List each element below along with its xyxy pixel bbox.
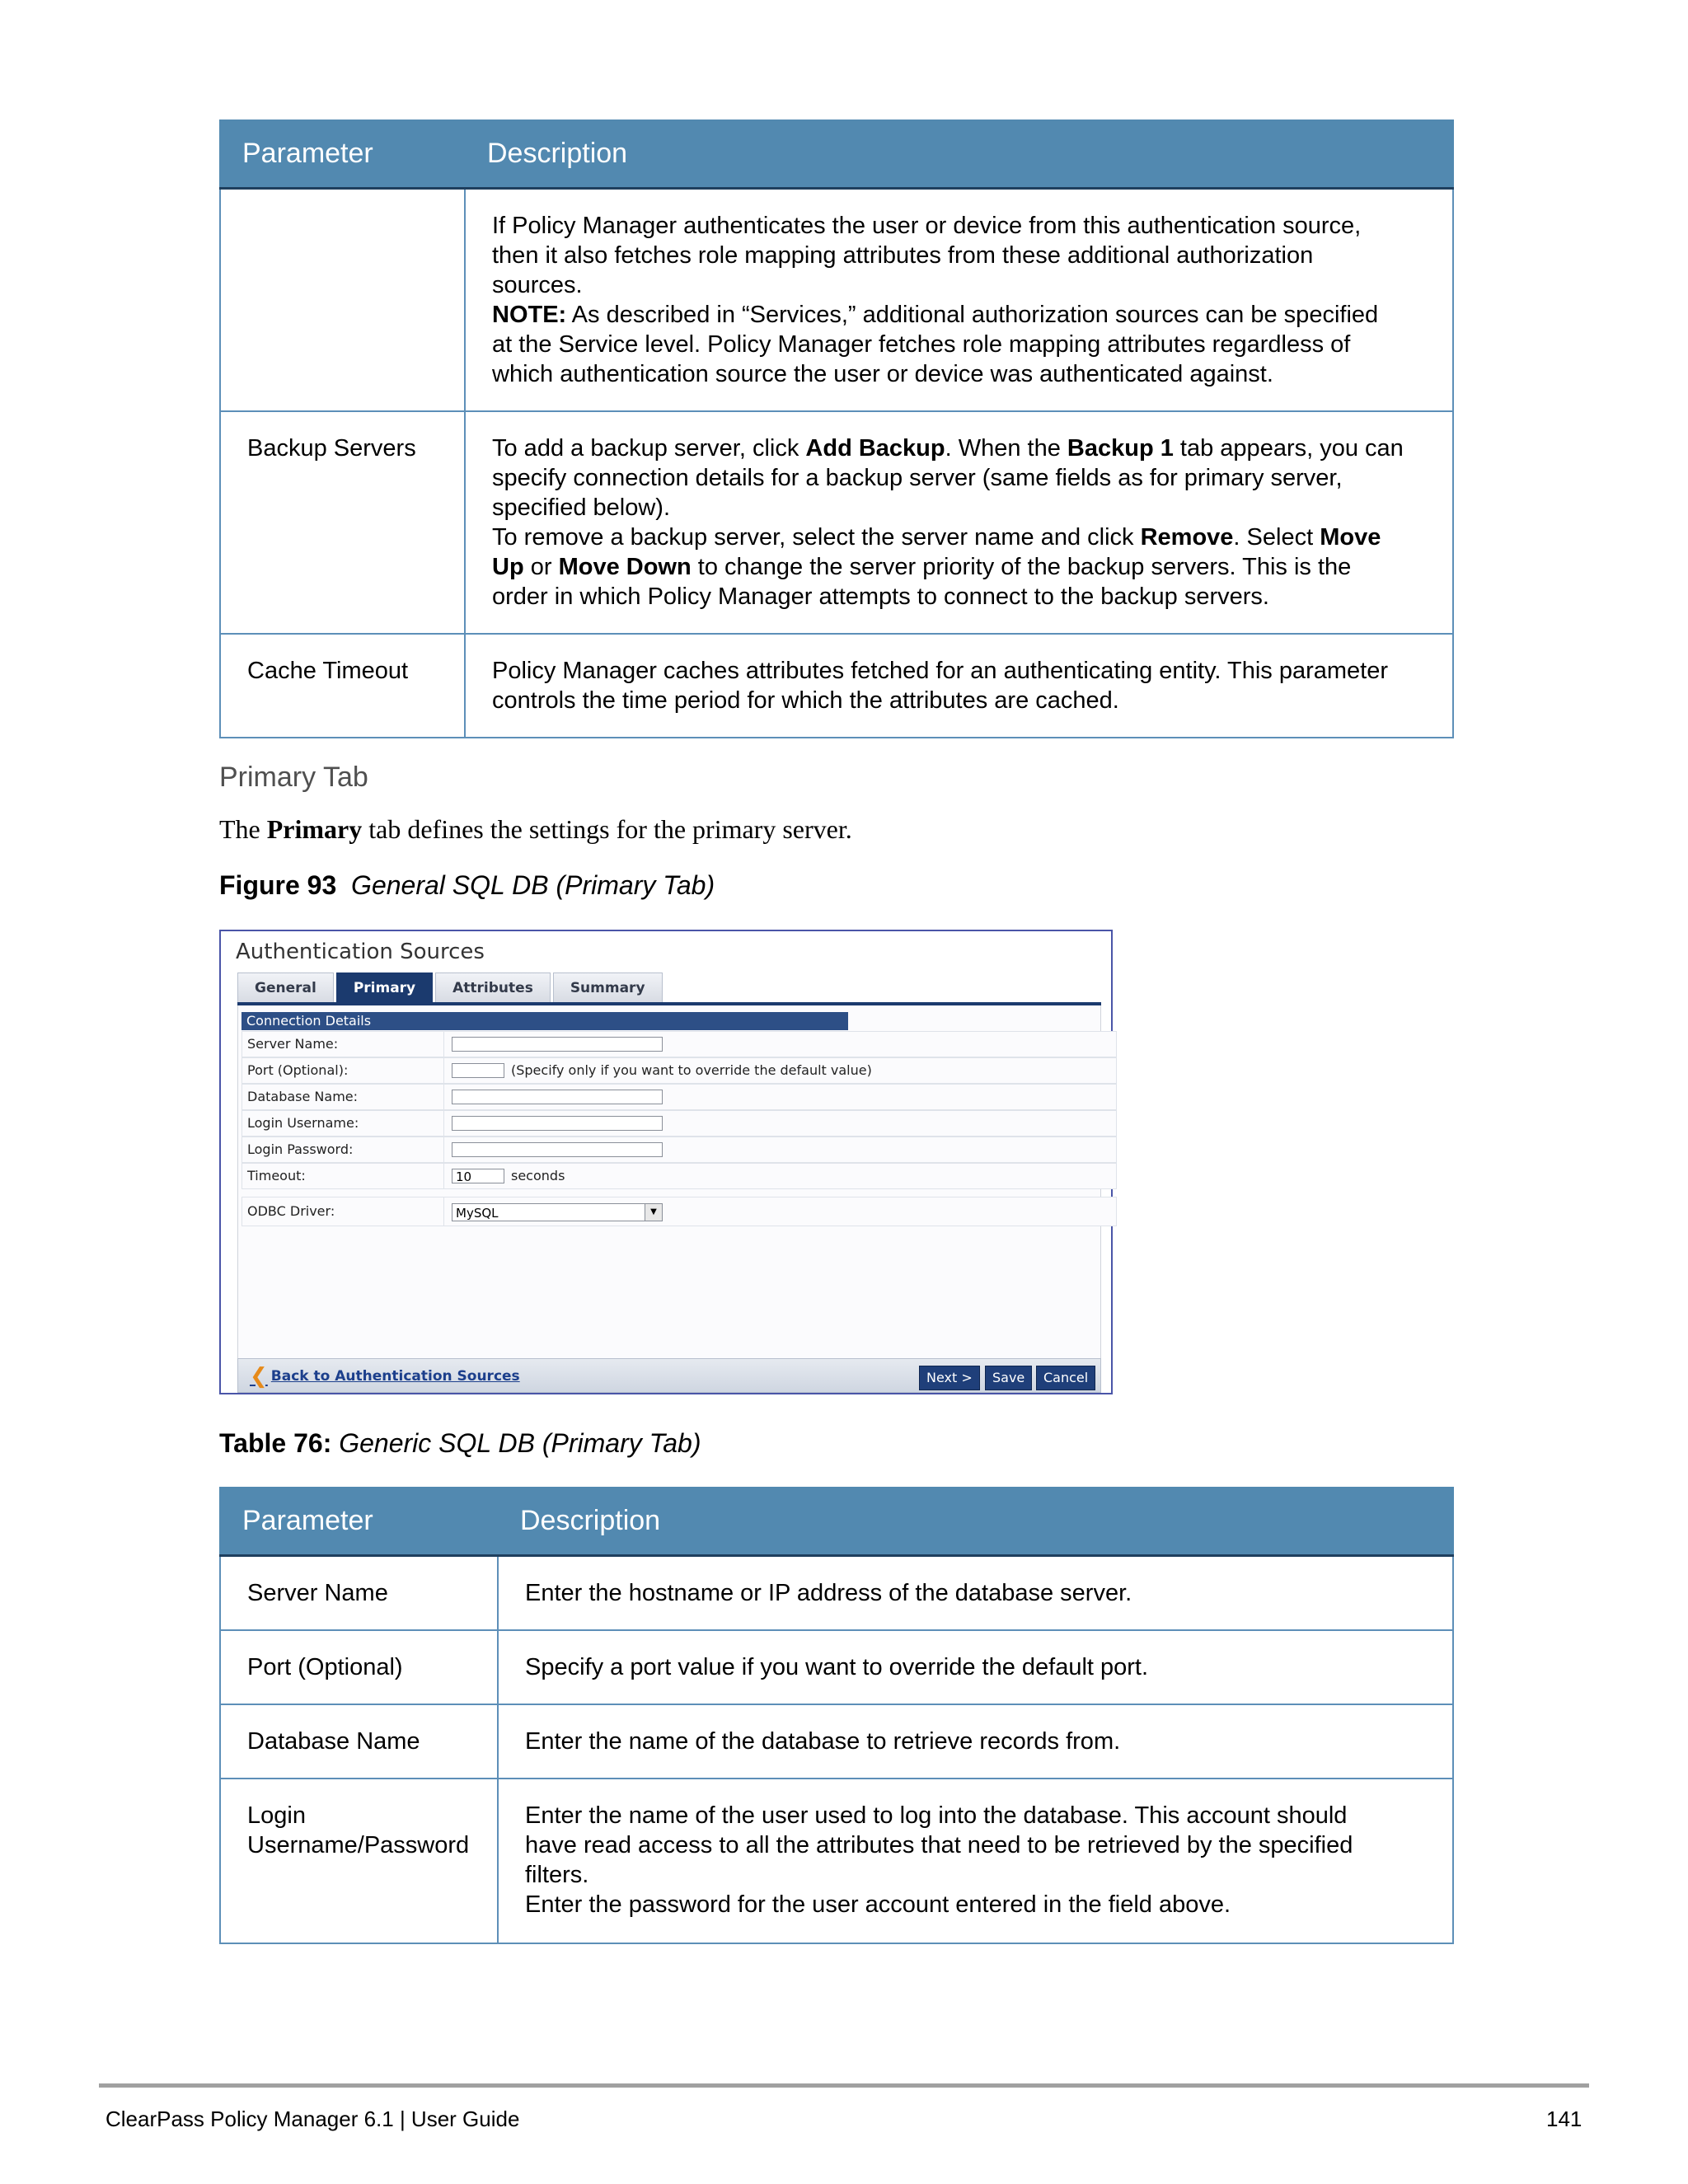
header-parameter: Parameter xyxy=(220,120,465,189)
table-caption: Table 76: Generic SQL DB (Primary Tab) xyxy=(219,1428,701,1458)
table-row xyxy=(220,1630,1453,1704)
desc-cell: Enter the name of the database to retrieve records from. xyxy=(498,1704,1453,1779)
desc-cell: Specify a port value if you want to override the default port. xyxy=(498,1630,1453,1704)
table-header xyxy=(220,120,1453,189)
tab-attributes[interactable]: Attributes xyxy=(435,972,551,1003)
port-row: Port (Optional): (Specify only if you want to override the default value) xyxy=(241,1057,1117,1084)
param-cell xyxy=(220,189,465,412)
desc-line: at the Service level. Policy Manager fetches role mapping attributes regardless of xyxy=(492,331,1351,358)
database-name-input[interactable] xyxy=(452,1090,663,1104)
desc-line: sources. xyxy=(492,272,583,298)
table-row xyxy=(220,1556,1453,1631)
bottom-action-bar xyxy=(237,1358,1101,1393)
param-cell: Backup Servers xyxy=(220,411,465,634)
note-label: NOTE: xyxy=(492,302,567,328)
login-password-input[interactable] xyxy=(452,1142,663,1157)
table-row xyxy=(220,1779,1453,1943)
tab-primary[interactable]: Primary xyxy=(336,972,433,1003)
cancel-button[interactable]: Cancel xyxy=(1036,1366,1095,1390)
desc-line: then it also fetches role mapping attributes from these additional authorization xyxy=(492,242,1314,269)
table-row xyxy=(220,189,1453,412)
chevron-down-icon[interactable]: ▼ xyxy=(645,1204,662,1221)
header-description: Description xyxy=(498,1487,1453,1556)
param-cell: Port (Optional) xyxy=(220,1630,498,1704)
tab-bar xyxy=(237,972,665,1002)
desc-cell: To add a backup server, click Add Backup. When the Backup 1 tab appears, you can specify connection details for a backup server (same fields as for primary server, specified below). To remove a backup server, select the server name and click Remove. Select Move Up or Move Down to change the server priority of the backup servers. This is the order in which Policy Manager attempts to connect to the backup servers. xyxy=(465,411,1453,634)
back-to-auth-sources-link[interactable]: ❮ Back to Authentication Sources xyxy=(250,1364,520,1389)
database-name-row: Database Name: xyxy=(241,1084,1117,1110)
header-description: Description xyxy=(465,120,1453,189)
save-button[interactable]: Save xyxy=(985,1366,1032,1390)
footer-rule xyxy=(99,2083,1589,2088)
footer-title: ClearPass Policy Manager 6.1 | User Guide xyxy=(106,2107,520,2131)
table-row xyxy=(220,634,1453,738)
desc-cell xyxy=(465,189,1453,412)
connection-details-header: Connection Details xyxy=(241,1012,848,1030)
timeout-input[interactable]: 10 xyxy=(452,1169,504,1183)
server-name-row: Server Name: xyxy=(241,1031,1117,1057)
timeout-row: Timeout: 10 seconds xyxy=(241,1163,1117,1189)
login-password-row: Login Password: xyxy=(241,1137,1117,1163)
desc-cell: Policy Manager caches attributes fetched for an authenticating entity. This parameter controls the time period for which the attributes are cached. xyxy=(465,634,1453,738)
login-username-row: Login Username: xyxy=(241,1110,1117,1137)
odbc-driver-row: ODBC Driver: MySQL ▼ xyxy=(241,1197,1117,1226)
connection-panel xyxy=(237,1005,1101,1358)
back-arrow-icon: ❮ xyxy=(250,1364,268,1389)
table-row xyxy=(220,411,1453,634)
desc-line: which authentication source the user or device was authenticated against. xyxy=(492,361,1273,387)
odbc-driver-select[interactable]: MySQL ▼ xyxy=(452,1203,663,1221)
param-cell: Login Username/Password xyxy=(220,1779,498,1943)
auth-sources-title: Authentication Sources xyxy=(236,940,485,964)
figure-screenshot xyxy=(219,930,1113,1394)
param-cell: Cache Timeout xyxy=(220,634,465,738)
port-input[interactable] xyxy=(452,1063,504,1078)
login-username-input[interactable] xyxy=(452,1116,663,1131)
header-parameter: Parameter xyxy=(220,1487,498,1556)
section-title: Primary Tab xyxy=(219,762,368,793)
table-header xyxy=(220,1487,1453,1556)
parameters-table-2 xyxy=(219,1487,1454,1944)
section-body: The Primary tab defines the settings for the primary server. xyxy=(219,814,852,844)
param-cell: Database Name xyxy=(220,1704,498,1779)
next-button[interactable]: Next > xyxy=(919,1366,980,1390)
table-row xyxy=(220,1704,1453,1779)
desc-cell: Enter the hostname or IP address of the database server. xyxy=(498,1556,1453,1631)
desc-cell: Enter the name of the user used to log into the database. This account should have read access to all the attributes that need to be retrieved by the specified filters. Enter the password for the user account entered in the field above. xyxy=(498,1779,1453,1943)
server-name-input[interactable] xyxy=(452,1037,663,1052)
param-cell: Server Name xyxy=(220,1556,498,1631)
figure-caption: Figure 93 General SQL DB (Primary Tab) xyxy=(219,870,715,900)
tab-summary[interactable]: Summary xyxy=(553,972,663,1003)
parameters-table-1 xyxy=(219,120,1454,738)
desc-line: If Policy Manager authenticates the user or device from this authentication source, xyxy=(492,213,1362,239)
note-line: NOTE: As described in “Services,” additional authorization sources can be specified xyxy=(492,302,1379,328)
tab-general[interactable]: General xyxy=(237,972,334,1003)
page-number: 141 xyxy=(1546,2107,1582,2131)
